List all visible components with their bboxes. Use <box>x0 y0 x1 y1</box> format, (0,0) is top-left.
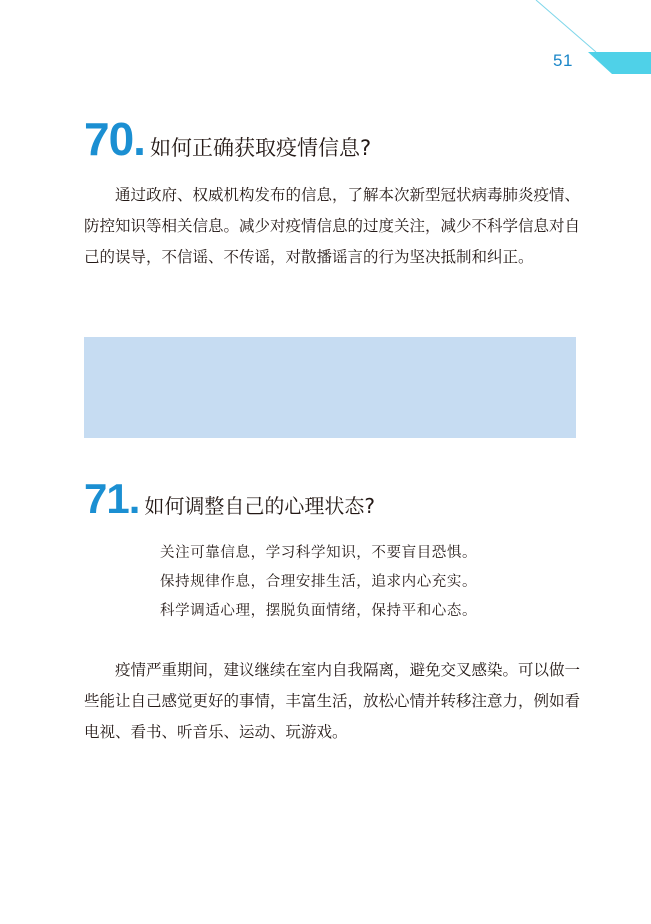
section-number-dot: . <box>128 475 141 522</box>
highlight-box <box>84 337 576 438</box>
tips-list <box>160 539 477 626</box>
section-paragraph: 通过政府、权威机构发布的信息，了解本次新型冠状病毒肺炎疫情、防控知识等相关信息。减少对疫情信息的过度关注，减少不科学信息对自己的误导，不信谣、不传谣，对散播谣言的行为坚决抵制和纠正。 <box>84 186 581 266</box>
tip-item: 关注可靠信息，学习科学知识，不要盲目恐惧。 <box>160 545 478 561</box>
section-paragraph: 疫情严重期间，建议继续在室内自我隔离，避免交叉感染。可以做一些能让自己感觉更好的事情，丰富生活，放松心情并转移注意力，例如看电视、看书、听音乐、运动、玩游戏。 <box>84 661 581 741</box>
section-heading-71 <box>84 475 375 523</box>
section-number-dot: . <box>133 113 146 165</box>
section-number: 71 <box>84 475 129 522</box>
tip-item: 保持规律作息，合理安排生活，追求内心充实。 <box>160 574 478 590</box>
section-title: 如何正确获取疫情信息? <box>149 136 372 160</box>
section-title: 如何调整自己的心理状态? <box>144 494 376 518</box>
page-number: 51 <box>553 51 573 70</box>
section-heading-70 <box>84 112 371 166</box>
section-number: 70 <box>84 113 134 165</box>
tip-item: 科学调适心理，摆脱负面情绪，保持平和心态。 <box>160 603 478 619</box>
